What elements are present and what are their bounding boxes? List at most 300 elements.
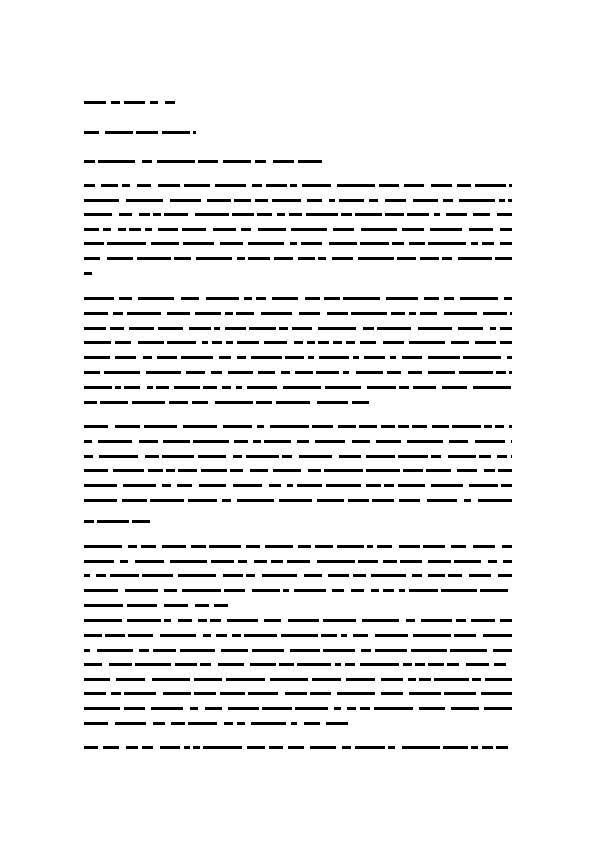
- text-glyph-segment: [248, 692, 278, 695]
- text-glyph-segment: [212, 341, 222, 344]
- text-glyph-segment: [84, 131, 99, 134]
- text-glyph-segment: [498, 574, 512, 577]
- text-glyph-segment: [236, 312, 254, 315]
- text-glyph-segment: [458, 327, 483, 330]
- text-glyph-segment: [485, 678, 512, 681]
- text-glyph-segment: [255, 160, 266, 163]
- text-glyph-segment: [443, 199, 453, 202]
- text-glyph-segment: [189, 327, 211, 330]
- text-glyph-segment: [236, 386, 242, 389]
- text-glyph-segment: [498, 469, 512, 472]
- text-glyph-segment: [167, 341, 196, 344]
- text-glyph-segment: [84, 455, 93, 458]
- text-glyph-segment: [220, 242, 243, 245]
- text-glyph-segment: [237, 356, 246, 359]
- text-glyph-segment: [195, 213, 229, 216]
- text-glyph-segment: [270, 678, 308, 681]
- text-glyph-segment: [84, 484, 117, 487]
- text-glyph-segment: [507, 356, 512, 359]
- text-glyph-segment: [246, 574, 255, 577]
- text-glyph-segment: [409, 692, 441, 695]
- text-glyph-segment: [194, 692, 216, 695]
- text-glyph-segment: [500, 228, 512, 231]
- text-glyph-segment: [375, 649, 407, 652]
- text-glyph-segment: [84, 312, 108, 315]
- text-glyph-segment: [177, 484, 192, 487]
- text-glyph-segment: [139, 213, 150, 216]
- text-glyph-segment: [269, 484, 281, 487]
- text-glyph-segment: [246, 455, 279, 458]
- text-glyph-segment: [132, 401, 165, 404]
- text-glyph-segment: [473, 386, 511, 389]
- text-glyph-segment: [84, 469, 108, 472]
- text-glyph-segment: [84, 520, 94, 523]
- text-glyph-segment: [419, 678, 431, 681]
- text-glyph-segment: [122, 499, 147, 502]
- text-glyph-segment: [261, 312, 292, 315]
- text-glyph-segment: [406, 619, 415, 622]
- text-glyph-segment: [511, 455, 512, 458]
- text-glyph-segment: [84, 425, 108, 428]
- text-glyph-segment: [123, 484, 156, 487]
- text-glyph-segment: [252, 649, 284, 652]
- text-glyph-segment: [457, 469, 477, 472]
- text-glyph-segment: [184, 746, 190, 749]
- text-glyph-segment: [223, 425, 252, 428]
- text-glyph-segment: [409, 312, 416, 315]
- text-glyph-segment: [281, 371, 290, 374]
- text-glyph-segment: [84, 604, 123, 607]
- text-glyph-segment: [419, 707, 445, 710]
- text-glyph-segment: [480, 589, 508, 592]
- text-glyph-segment: [171, 722, 185, 725]
- text-glyph-segment: [432, 425, 449, 428]
- text-glyph-segment: [324, 469, 363, 472]
- text-glyph-segment: [324, 297, 340, 300]
- text-glyph-segment: [388, 746, 395, 749]
- text-glyph-segment: [337, 692, 375, 695]
- text-glyph-segment: [126, 746, 138, 749]
- text-glyph-segment: [500, 341, 512, 344]
- text-glyph-segment: [345, 663, 355, 666]
- text-glyph-segment: [343, 371, 349, 374]
- text-glyph-segment: [199, 484, 226, 487]
- text-glyph-segment: [226, 341, 233, 344]
- text-glyph-segment: [84, 386, 112, 389]
- text-glyph-segment: [252, 184, 262, 187]
- text-glyph-segment: [151, 707, 183, 710]
- text-glyph-segment: [418, 327, 452, 330]
- text-glyph-segment: [321, 634, 337, 637]
- text-glyph-segment: [124, 707, 145, 710]
- text-glyph-segment: [230, 469, 243, 472]
- text-glyph-segment: [181, 356, 213, 359]
- text-glyph-segment: [223, 574, 243, 577]
- text-glyph-segment: [364, 356, 385, 359]
- text-glyph-segment: [428, 242, 466, 245]
- text-glyph-segment: [195, 604, 209, 607]
- text-glyph-segment: [348, 499, 369, 502]
- text-glyph-segment: [431, 184, 452, 187]
- text-glyph-segment: [249, 327, 276, 330]
- text-glyph-segment: [84, 356, 110, 359]
- text-glyph-segment: [251, 356, 282, 359]
- text-glyph-segment: [222, 386, 231, 389]
- text-glyph-segment: [312, 425, 333, 428]
- text-glyph-segment: [444, 692, 476, 695]
- text-glyph-segment: [500, 327, 512, 330]
- text-glyph-segment: [188, 722, 217, 725]
- text-glyph-segment: [353, 574, 366, 577]
- text-glyph-segment: [84, 272, 92, 275]
- text-glyph-segment: [84, 242, 104, 245]
- text-glyph-segment: [297, 484, 322, 487]
- text-glyph-segment: [343, 297, 380, 300]
- text-glyph-segment: [115, 356, 136, 359]
- text-glyph-segment: [385, 199, 406, 202]
- text-glyph-segment: [164, 604, 188, 607]
- text-glyph-segment: [248, 242, 284, 245]
- text-glyph-segment: [454, 560, 481, 563]
- text-glyph-segment: [84, 213, 112, 216]
- text-glyph-segment: [341, 634, 347, 637]
- text-glyph-segment: [96, 574, 106, 577]
- text-glyph-segment: [325, 386, 361, 389]
- text-glyph-segment: [113, 312, 123, 315]
- text-glyph-segment: [143, 356, 152, 359]
- text-glyph-segment: [329, 199, 335, 202]
- text-glyph-segment: [290, 184, 297, 187]
- text-glyph-segment: [387, 371, 401, 374]
- text-glyph-segment: [400, 560, 422, 563]
- text-glyph-segment: [502, 545, 512, 548]
- text-glyph-segment: [451, 707, 479, 710]
- text-glyph-segment: [127, 619, 161, 622]
- text-glyph-segment: [397, 257, 416, 260]
- text-glyph-segment: [452, 425, 481, 428]
- text-glyph-segment: [146, 371, 181, 374]
- text-glyph-segment: [137, 184, 151, 187]
- text-glyph-segment: [471, 242, 478, 245]
- text-glyph-segment: [409, 341, 445, 344]
- text-glyph-segment: [188, 499, 217, 502]
- text-glyph-segment: [111, 692, 121, 695]
- text-glyph-segment: [337, 545, 364, 548]
- text-glyph-segment: [299, 455, 332, 458]
- text-glyph-segment: [104, 371, 140, 374]
- text-glyph-segment: [475, 341, 496, 344]
- text-glyph-segment: [238, 560, 247, 563]
- text-glyph-segment: [84, 574, 90, 577]
- text-glyph-segment: [156, 386, 169, 389]
- text-glyph-segment: [101, 184, 118, 187]
- text-glyph-segment: [431, 484, 463, 487]
- text-glyph-segment: [360, 341, 376, 344]
- text-glyph-segment: [420, 257, 439, 260]
- text-glyph-segment: [386, 297, 418, 300]
- text-glyph-segment: [333, 341, 342, 344]
- text-glyph-segment: [371, 589, 379, 592]
- text-glyph-segment: [403, 469, 423, 472]
- text-glyph-segment: [495, 257, 512, 260]
- text-glyph-segment: [150, 101, 158, 104]
- text-glyph-segment: [264, 341, 287, 344]
- text-glyph-segment: [500, 619, 512, 622]
- text-glyph-segment: [175, 663, 197, 666]
- text-glyph-segment: [84, 228, 99, 231]
- text-glyph-segment: [205, 707, 222, 710]
- text-glyph-segment: [132, 520, 150, 523]
- text-glyph-segment: [475, 184, 506, 187]
- text-glyph-segment: [282, 455, 292, 458]
- text-glyph-segment: [162, 455, 194, 458]
- text-glyph-segment: [376, 440, 401, 443]
- text-glyph-segment: [297, 440, 309, 443]
- text-glyph-segment: [115, 425, 140, 428]
- text-glyph-segment: [290, 242, 297, 245]
- text-glyph-segment: [219, 356, 231, 359]
- text-glyph-segment: [411, 649, 447, 652]
- text-glyph-segment: [408, 371, 422, 374]
- text-glyph-segment: [287, 484, 293, 487]
- text-glyph-segment: [482, 242, 494, 245]
- text-glyph-segment: [164, 213, 188, 216]
- text-glyph-segment: [200, 663, 211, 666]
- text-glyph-segment: [279, 499, 312, 502]
- text-glyph-segment: [250, 663, 276, 666]
- text-glyph-segment: [379, 184, 399, 187]
- text-glyph-segment: [428, 663, 444, 666]
- text-glyph-segment: [256, 401, 272, 404]
- text-glyph-segment: [251, 722, 286, 725]
- text-glyph-segment: [381, 692, 403, 695]
- text-glyph-segment: [98, 160, 135, 163]
- text-glyph-segment: [409, 589, 438, 592]
- text-glyph-segment: [207, 199, 231, 202]
- text-glyph-segment: [362, 619, 399, 622]
- text-glyph-segment: [111, 101, 120, 104]
- text-glyph-segment: [358, 560, 378, 563]
- text-glyph-segment: [99, 455, 138, 458]
- text-glyph-segment: [351, 312, 387, 315]
- text-glyph-segment: [317, 401, 348, 404]
- text-glyph-segment: [182, 589, 221, 592]
- text-glyph-segment: [360, 707, 370, 710]
- text-glyph-segment: [346, 678, 375, 681]
- text-glyph-segment: [124, 692, 156, 695]
- text-glyph-segment: [421, 619, 452, 622]
- text-glyph-segment: [157, 356, 177, 359]
- text-glyph-segment: [367, 545, 373, 548]
- text-glyph-segment: [220, 692, 245, 695]
- text-glyph-segment: [276, 401, 310, 404]
- text-glyph-segment: [297, 663, 331, 666]
- text-glyph-segment: [352, 401, 369, 404]
- text-glyph-segment: [458, 257, 492, 260]
- text-glyph-segment: [428, 371, 455, 374]
- text-glyph-segment: [369, 199, 378, 202]
- text-glyph-segment: [399, 386, 409, 389]
- text-glyph-segment: [490, 327, 496, 330]
- text-glyph-segment: [257, 213, 272, 216]
- text-glyph-segment: [307, 199, 322, 202]
- text-glyph-segment: [107, 242, 146, 245]
- text-glyph-segment: [119, 213, 132, 216]
- text-glyph-segment: [107, 257, 133, 260]
- text-glyph-segment: [84, 401, 97, 404]
- text-glyph-segment: [128, 634, 153, 637]
- text-glyph-segment: [317, 499, 344, 502]
- text-glyph-segment: [448, 455, 476, 458]
- text-glyph-segment: [316, 371, 339, 374]
- text-glyph-segment: [294, 589, 326, 592]
- text-glyph-segment: [428, 560, 451, 563]
- text-glyph-segment: [182, 228, 206, 231]
- text-glyph-segment: [413, 634, 451, 637]
- text-glyph-segment: [158, 327, 183, 330]
- text-glyph-segment: [170, 560, 207, 563]
- text-glyph-segment: [116, 678, 145, 681]
- text-glyph-segment: [291, 722, 297, 725]
- text-glyph-segment: [328, 574, 349, 577]
- text-glyph-segment: [138, 341, 164, 344]
- text-glyph-segment: [209, 545, 241, 548]
- text-glyph-segment: [158, 184, 180, 187]
- text-glyph-segment: [499, 199, 505, 202]
- text-glyph-segment: [285, 692, 307, 695]
- text-glyph-segment: [193, 131, 196, 134]
- text-glyph-segment: [162, 545, 186, 548]
- text-glyph-segment: [181, 297, 199, 300]
- text-glyph-segment: [285, 356, 304, 359]
- text-glyph-segment: [216, 634, 227, 637]
- text-glyph-segment: [277, 213, 285, 216]
- text-glyph-segment: [110, 327, 124, 330]
- text-glyph-segment: [113, 469, 144, 472]
- text-glyph-segment: [475, 440, 505, 443]
- text-glyph-segment: [258, 228, 286, 231]
- text-glyph-segment: [488, 560, 497, 563]
- text-glyph-segment: [377, 545, 392, 548]
- text-glyph-segment: [424, 297, 439, 300]
- text-glyph-segment: [232, 213, 254, 216]
- text-glyph-segment: [272, 297, 298, 300]
- text-glyph-segment: [84, 371, 100, 374]
- text-glyph-segment: [198, 160, 218, 163]
- text-glyph-segment: [481, 692, 512, 695]
- text-glyph-segment: [103, 228, 111, 231]
- text-glyph-segment: [295, 707, 328, 710]
- text-glyph-segment: [449, 440, 468, 443]
- text-glyph-segment: [448, 574, 462, 577]
- text-glyph-segment: [160, 634, 196, 637]
- text-glyph-segment: [428, 574, 445, 577]
- text-glyph-segment: [372, 499, 394, 502]
- text-glyph-segment: [363, 327, 374, 330]
- text-glyph-segment: [304, 574, 322, 577]
- text-glyph-segment: [264, 440, 291, 443]
- text-glyph-segment: [371, 574, 406, 577]
- text-glyph-segment: [298, 545, 311, 548]
- text-glyph-segment: [283, 386, 321, 389]
- text-glyph-segment: [165, 101, 175, 104]
- text-glyph-segment: [504, 297, 512, 300]
- text-glyph-segment: [144, 425, 177, 428]
- text-glyph-segment: [353, 634, 368, 637]
- text-glyph-segment: [366, 455, 395, 458]
- text-glyph-segment: [472, 678, 481, 681]
- text-glyph-segment: [413, 199, 438, 202]
- text-glyph-segment: [339, 199, 364, 202]
- text-glyph-segment: [375, 634, 408, 637]
- text-glyph-segment: [162, 131, 190, 134]
- text-glyph-segment: [374, 707, 413, 710]
- text-glyph-segment: [211, 560, 234, 563]
- text-glyph-segment: [232, 634, 241, 637]
- text-glyph-segment: [258, 371, 275, 374]
- text-glyph-segment: [434, 213, 440, 216]
- text-glyph-segment: [291, 228, 327, 231]
- text-glyph-segment: [509, 425, 512, 428]
- text-glyph-segment: [292, 327, 312, 330]
- text-glyph-segment: [255, 199, 268, 202]
- text-glyph-segment: [252, 589, 280, 592]
- text-glyph-segment: [308, 469, 321, 472]
- text-glyph-segment: [129, 228, 141, 231]
- text-glyph-segment: [318, 341, 329, 344]
- text-glyph-segment: [413, 386, 436, 389]
- text-glyph-segment: [253, 440, 261, 443]
- text-glyph-segment: [233, 455, 242, 458]
- text-glyph-segment: [215, 401, 253, 404]
- text-glyph-segment: [84, 649, 90, 652]
- text-glyph-segment: [247, 386, 277, 389]
- text-glyph-segment: [332, 257, 353, 260]
- text-glyph-segment: [152, 678, 190, 681]
- text-glyph-segment: [367, 386, 396, 389]
- text-glyph-segment: [227, 619, 258, 622]
- text-glyph-segment: [110, 574, 139, 577]
- text-glyph-segment: [141, 545, 156, 548]
- text-glyph-segment: [164, 619, 171, 622]
- text-glyph-segment: [109, 663, 132, 666]
- text-glyph-segment: [399, 499, 420, 502]
- text-glyph-segment: [483, 634, 512, 637]
- text-glyph-segment: [355, 213, 382, 216]
- text-glyph-segment: [160, 746, 180, 749]
- text-glyph-segment: [454, 634, 476, 637]
- text-glyph-segment: [84, 499, 117, 502]
- text-glyph-segment: [237, 499, 274, 502]
- text-glyph-segment: [497, 213, 512, 216]
- text-glyph-segment: [214, 327, 220, 330]
- text-glyph-segment: [145, 228, 152, 231]
- text-glyph-segment: [228, 707, 259, 710]
- text-glyph-segment: [460, 297, 498, 300]
- text-glyph-segment: [431, 455, 441, 458]
- text-glyph-segment: [84, 692, 106, 695]
- text-glyph-segment: [178, 574, 216, 577]
- text-glyph-segment: [423, 545, 445, 548]
- text-glyph-segment: [366, 469, 400, 472]
- text-glyph-segment: [511, 440, 512, 443]
- text-glyph-segment: [84, 184, 95, 187]
- text-glyph-segment: [170, 199, 201, 202]
- text-glyph-segment: [158, 228, 178, 231]
- text-glyph-segment: [224, 722, 233, 725]
- text-glyph-segment: [450, 649, 487, 652]
- text-glyph-segment: [473, 545, 495, 548]
